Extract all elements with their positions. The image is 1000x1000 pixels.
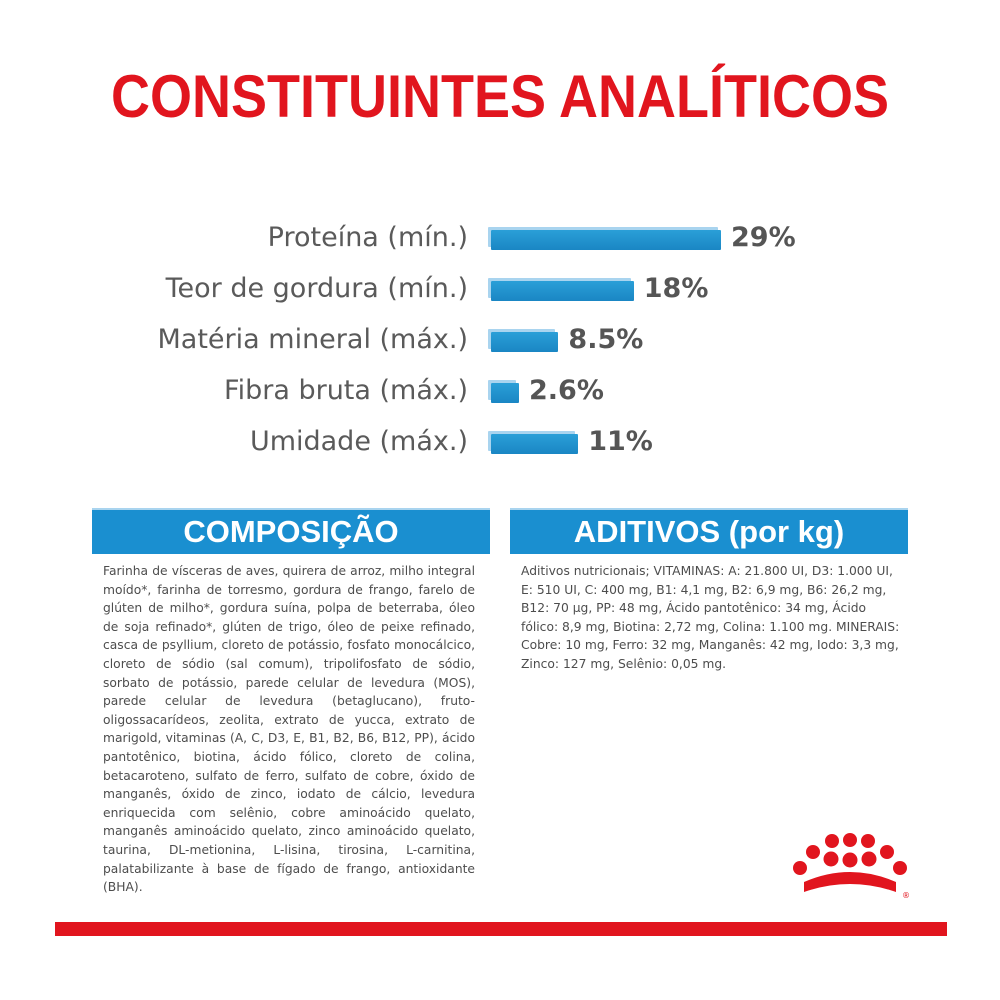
category-label: Umidade (máx.) <box>249 426 468 457</box>
bar-value-label: 18% <box>643 273 709 304</box>
composicao-text: Farinha de vísceras de aves, quirera de arroz, milho integral moído*, farinha de torresmo, gordura de frango, farelo de glúten de milho*, gordura suína, polpa de beterraba, óleo de soja refinado*, glúten de trigo, óleo de peixe refinado, casca de psyllium, cloreto de potássio, fosfato monocálcico, cloreto de sódio (sal comum), tripolifosfato de sódio, sorbato de potássio, parede celular de levedura (MOS), parede celular de levedura (betaglucano), fruto-oligossacarídeos, zeolita, extrato de yucca, extrato de marigold, vitaminas (A, C, D3, E, B1, B2, B6, B12, PP), ácido pantotênico, biotina, ácido fólico, cloreto de colina, betacaroteno, sulfato de ferro, sulfato de cobre, óxido de manganês, óxido de zinco, iodato de cálcio, levedura enriquecida com selênio, cobre aminoácido quelato, manganês aminoácido quelato, zinco aminoácido quelato, taurina, DL-metionina, L-lisina, tirosina, L-carnitina, palatabilizante à base de fígado de frango, antioxidante (BHA). <box>103 564 475 895</box>
category-label: Fibra bruta (máx.) <box>224 375 468 406</box>
bar-track <box>491 273 841 304</box>
chart-row <box>0 417 1000 467</box>
bar-value-label: 11% <box>588 426 653 457</box>
bottom-red-stripe <box>55 922 947 936</box>
category-label: Teor de gordura (mín.) <box>165 273 468 304</box>
bar <box>491 434 578 454</box>
category-label: Matéria mineral (máx.) <box>157 324 468 355</box>
bar-track <box>491 375 841 406</box>
bar <box>491 332 558 352</box>
royal-canin-crown-logo-icon <box>784 832 910 902</box>
bar-track <box>491 426 841 457</box>
bar-track <box>491 324 841 355</box>
bar <box>491 230 721 250</box>
aditivos-text: Aditivos nutricionais; VITAMINAS: A: 21.800 UI, D3: 1.000 UI, E: 510 UI, C: 400 mg, B1: 4,1 mg, B2: 6,9 mg, B6: 26,2 mg, B12: 70 µg, PP: 48 mg, Ácido pantotênico: 34 mg, Ácido fólico: 8,9 mg, Biotina: 2,72 mg, Colina: 1.100 mg. MINERAIS: Cobre: 10 mg, Ferro: 32 mg, Manganês: 42 mg, Iodo: 3,3 mg, Zinco: 127 mg, Selênio: 0,05 mg. <box>521 564 900 671</box>
aditivos-header: ADITIVOS (por kg) <box>510 510 908 554</box>
analytical-constituents-chart <box>0 205 1000 475</box>
bar-value-label: 29% <box>731 222 796 253</box>
composicao-header: COMPOSIÇÃO <box>92 510 490 554</box>
registered-mark: ® <box>902 891 910 900</box>
chart-row <box>0 213 1000 263</box>
bar-value-label: 2.6% <box>529 375 604 406</box>
bar <box>491 383 519 403</box>
bar-track <box>491 222 841 253</box>
chart-row <box>0 366 1000 416</box>
page-title: CONSTITUINTES ANALÍTICOS <box>111 63 889 130</box>
bar <box>491 281 634 301</box>
category-label: Proteína (mín.) <box>267 222 468 253</box>
chart-row <box>0 264 1000 314</box>
chart-row <box>0 315 1000 365</box>
bar-value-label: 8.5% <box>568 324 644 355</box>
